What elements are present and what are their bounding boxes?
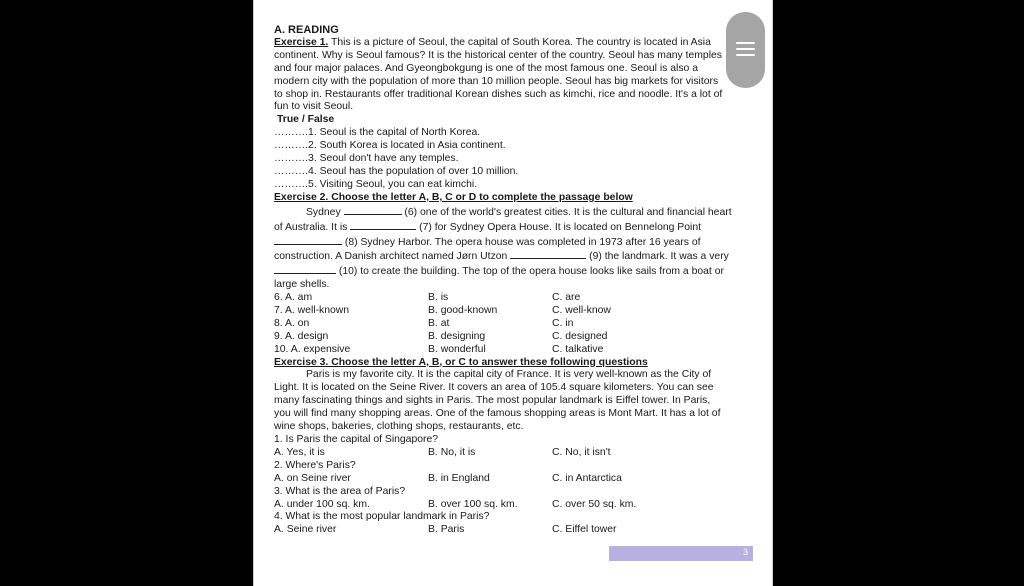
blank-7: [350, 220, 416, 230]
option-row: 10. A. expensive B. wonderful C. talkative: [274, 343, 604, 355]
document-page: [253, 0, 773, 586]
question: 4. What is the most popular landmark in Paris?: [274, 511, 490, 523]
exercise-1-label: Exercise 1.: [274, 36, 329, 48]
exercise-2-options: [274, 292, 756, 356]
exercise-3-passage: Paris is my favorite city. It is the capital city of France. It is very well-known as the City of Light. It is located on the Seine River. It covers an area of 105.4 square kilometers. You can see many fascinating things and sights in Paris. The most popular landmark is Eiffel tower. In Paris, you will find many shopping areas. One of the famous shopping areas is Mont Mart. It has a lot of wine shops, bakeries, clothing shops, restaurants, etc.: [274, 369, 721, 433]
blank-10: [274, 264, 336, 274]
answer-row: A. Seine river B. Paris C. Eiffel tower: [274, 524, 617, 536]
answer-row: A. Yes, it is B. No, it is C. No, it isn't: [274, 446, 611, 458]
question: 3. What is the area of Paris?: [274, 485, 406, 497]
answer-row: A. on Seine river B. in England C. in Antarctica: [274, 472, 622, 484]
grip-line-icon: [736, 42, 755, 44]
true-false-heading: True / False: [277, 114, 335, 126]
section-title: A. READING: [274, 24, 339, 36]
grip-line-icon: [736, 54, 755, 56]
blank-6: [344, 205, 402, 215]
tf-statement: ……….2. South Korea is located in Asia continent.: [274, 140, 506, 152]
option-row: 9. A. design B. designing C. designed: [274, 330, 608, 342]
answer-row: A. under 100 sq. km. B. over 100 sq. km. C. over 50 sq. km.: [274, 498, 637, 510]
tf-statement: ……….1. Seoul is the capital of North Korea.: [274, 127, 481, 139]
blank-9: [510, 249, 586, 259]
question: 1. Is Paris the capital of Singapore?: [274, 434, 439, 446]
page-number-badge: [609, 546, 753, 561]
tf-statement: ……….5. Visiting Seoul, you can eat kimchi.: [274, 178, 478, 190]
exercise-1-paragraph: Exercise 1. This is a picture of Seoul, the capital of South Korea. The country is located in Asia continent. Why is Seoul famous? It is the historical center of the country. Seoul has many temples and four major palaces. And Gyeongbokgung is one of the most famous one. Seoul is also a modern city with the population of more than 10 million people. Seoul has big markets for visitors to shop in. Restaurants offer traditional Korean dishes such as kimchi, rice and noodle. It's a lot of fun to visit Seoul.: [274, 36, 723, 113]
option-row: 7. A. well-known B. good-known C. well-know: [274, 305, 611, 317]
tf-statement: ……….4. Seoul has the population of over 10 million.: [274, 165, 519, 177]
question: 2. Where's Paris?: [274, 459, 356, 471]
exercise-2-heading: Exercise 2. Choose the letter A, B, C or D to complete the passage below: [274, 191, 633, 203]
exercise-2-passage: Sydney (6) one of the world's greatest cities. It is the cultural and financial heart of Australia. It is (7) for Sydney Opera House. It is located on Bennelong Point (8) Sydney Harbor. The opera house was completed in 1973 after 16 years of construction. A Danish architect named Jørn Utzon (9) the landmark. It was a very (10) to create the building. The top of the opera house looks like sails from a boat or large shells.: [274, 206, 732, 291]
exercise-3-questions: [274, 434, 756, 537]
exercise-3-heading: Exercise 3. Choose the letter A, B, or C to answer these following questions: [274, 356, 648, 368]
grip-line-icon: [736, 48, 755, 50]
scroll-handle[interactable]: [726, 12, 765, 88]
tf-statement: ……….3. Seoul don't have any temples.: [274, 153, 459, 165]
true-false-list: [274, 127, 756, 192]
blank-8: [274, 235, 342, 245]
option-row: 6. A. am B. is C. are: [274, 292, 581, 304]
page-number: 3: [742, 547, 748, 557]
worksheet-content: [274, 24, 756, 537]
option-row: 8. A. on B. at C. in: [274, 317, 574, 329]
